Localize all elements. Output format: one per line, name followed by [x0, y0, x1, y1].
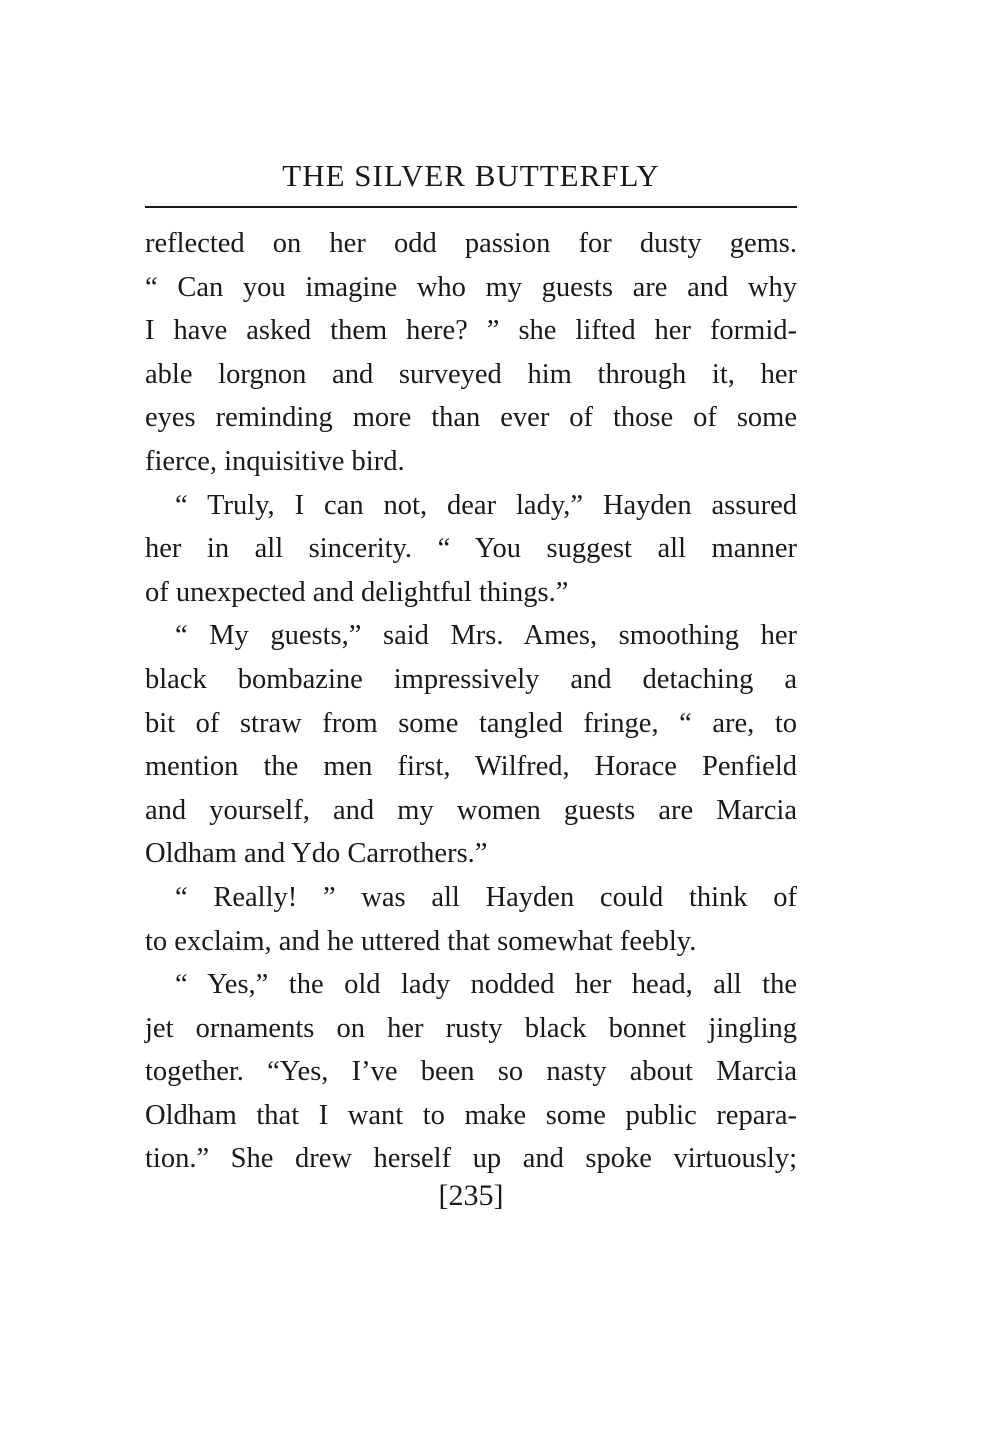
text-line: jet ornaments on her rusty black bonnet jingling: [145, 1012, 797, 1044]
paragraph: [145, 876, 797, 963]
body-text: [145, 222, 797, 1181]
header-rule: [145, 206, 797, 208]
text-line: and yourself, and my women guests are Marcia: [145, 794, 797, 826]
running-head: THE SILVER BUTTERFLY: [282, 158, 660, 193]
paragraph: [145, 614, 797, 876]
page-number: [235]: [438, 1179, 504, 1212]
text-line: I have asked them here? ” she lifted her formid-: [145, 315, 797, 347]
text-line: together. “Yes, I’ve been so nasty about Marcia: [145, 1056, 797, 1088]
text-line: able lorgnon and surveyed him through it, her: [145, 358, 797, 390]
text-line: to exclaim, and he uttered that somewhat feebly.: [145, 925, 697, 957]
text-line: “ Really! ” was all Hayden could think of: [175, 881, 797, 913]
text-line: “ Yes,” the old lady nodded her head, all the: [175, 969, 797, 1001]
paragraph: [145, 222, 797, 484]
text-line: eyes reminding more than ever of those of some: [145, 402, 797, 434]
text-line: fierce, inquisitive bird.: [145, 445, 405, 477]
text-line: “ Can you imagine who my guests are and why: [145, 271, 797, 303]
text-line: of unexpected and delightful things.”: [145, 576, 569, 608]
text-line: reflected on her odd passion for dusty gems.: [145, 228, 797, 259]
text-line: her in all sincerity. “ You suggest all manner: [145, 533, 797, 565]
text-line: Oldham that I want to make some public repara-: [145, 1099, 797, 1131]
text-line: black bombazine impressively and detaching a: [145, 663, 797, 695]
text-line: “ My guests,” said Mrs. Ames, smoothing her: [175, 620, 797, 652]
text-line: mention the men first, Wilfred, Horace Penfield: [145, 751, 797, 783]
text-line: tion.” She drew herself up and spoke virtuously;: [145, 1143, 797, 1175]
text-line: Oldham and Ydo Carrothers.”: [145, 838, 488, 870]
paragraph: [145, 484, 797, 615]
paragraph: [145, 963, 797, 1181]
text-line: bit of straw from some tangled fringe, “ are, to: [145, 707, 797, 739]
text-line: “ Truly, I can not, dear lady,” Hayden assured: [175, 489, 797, 521]
